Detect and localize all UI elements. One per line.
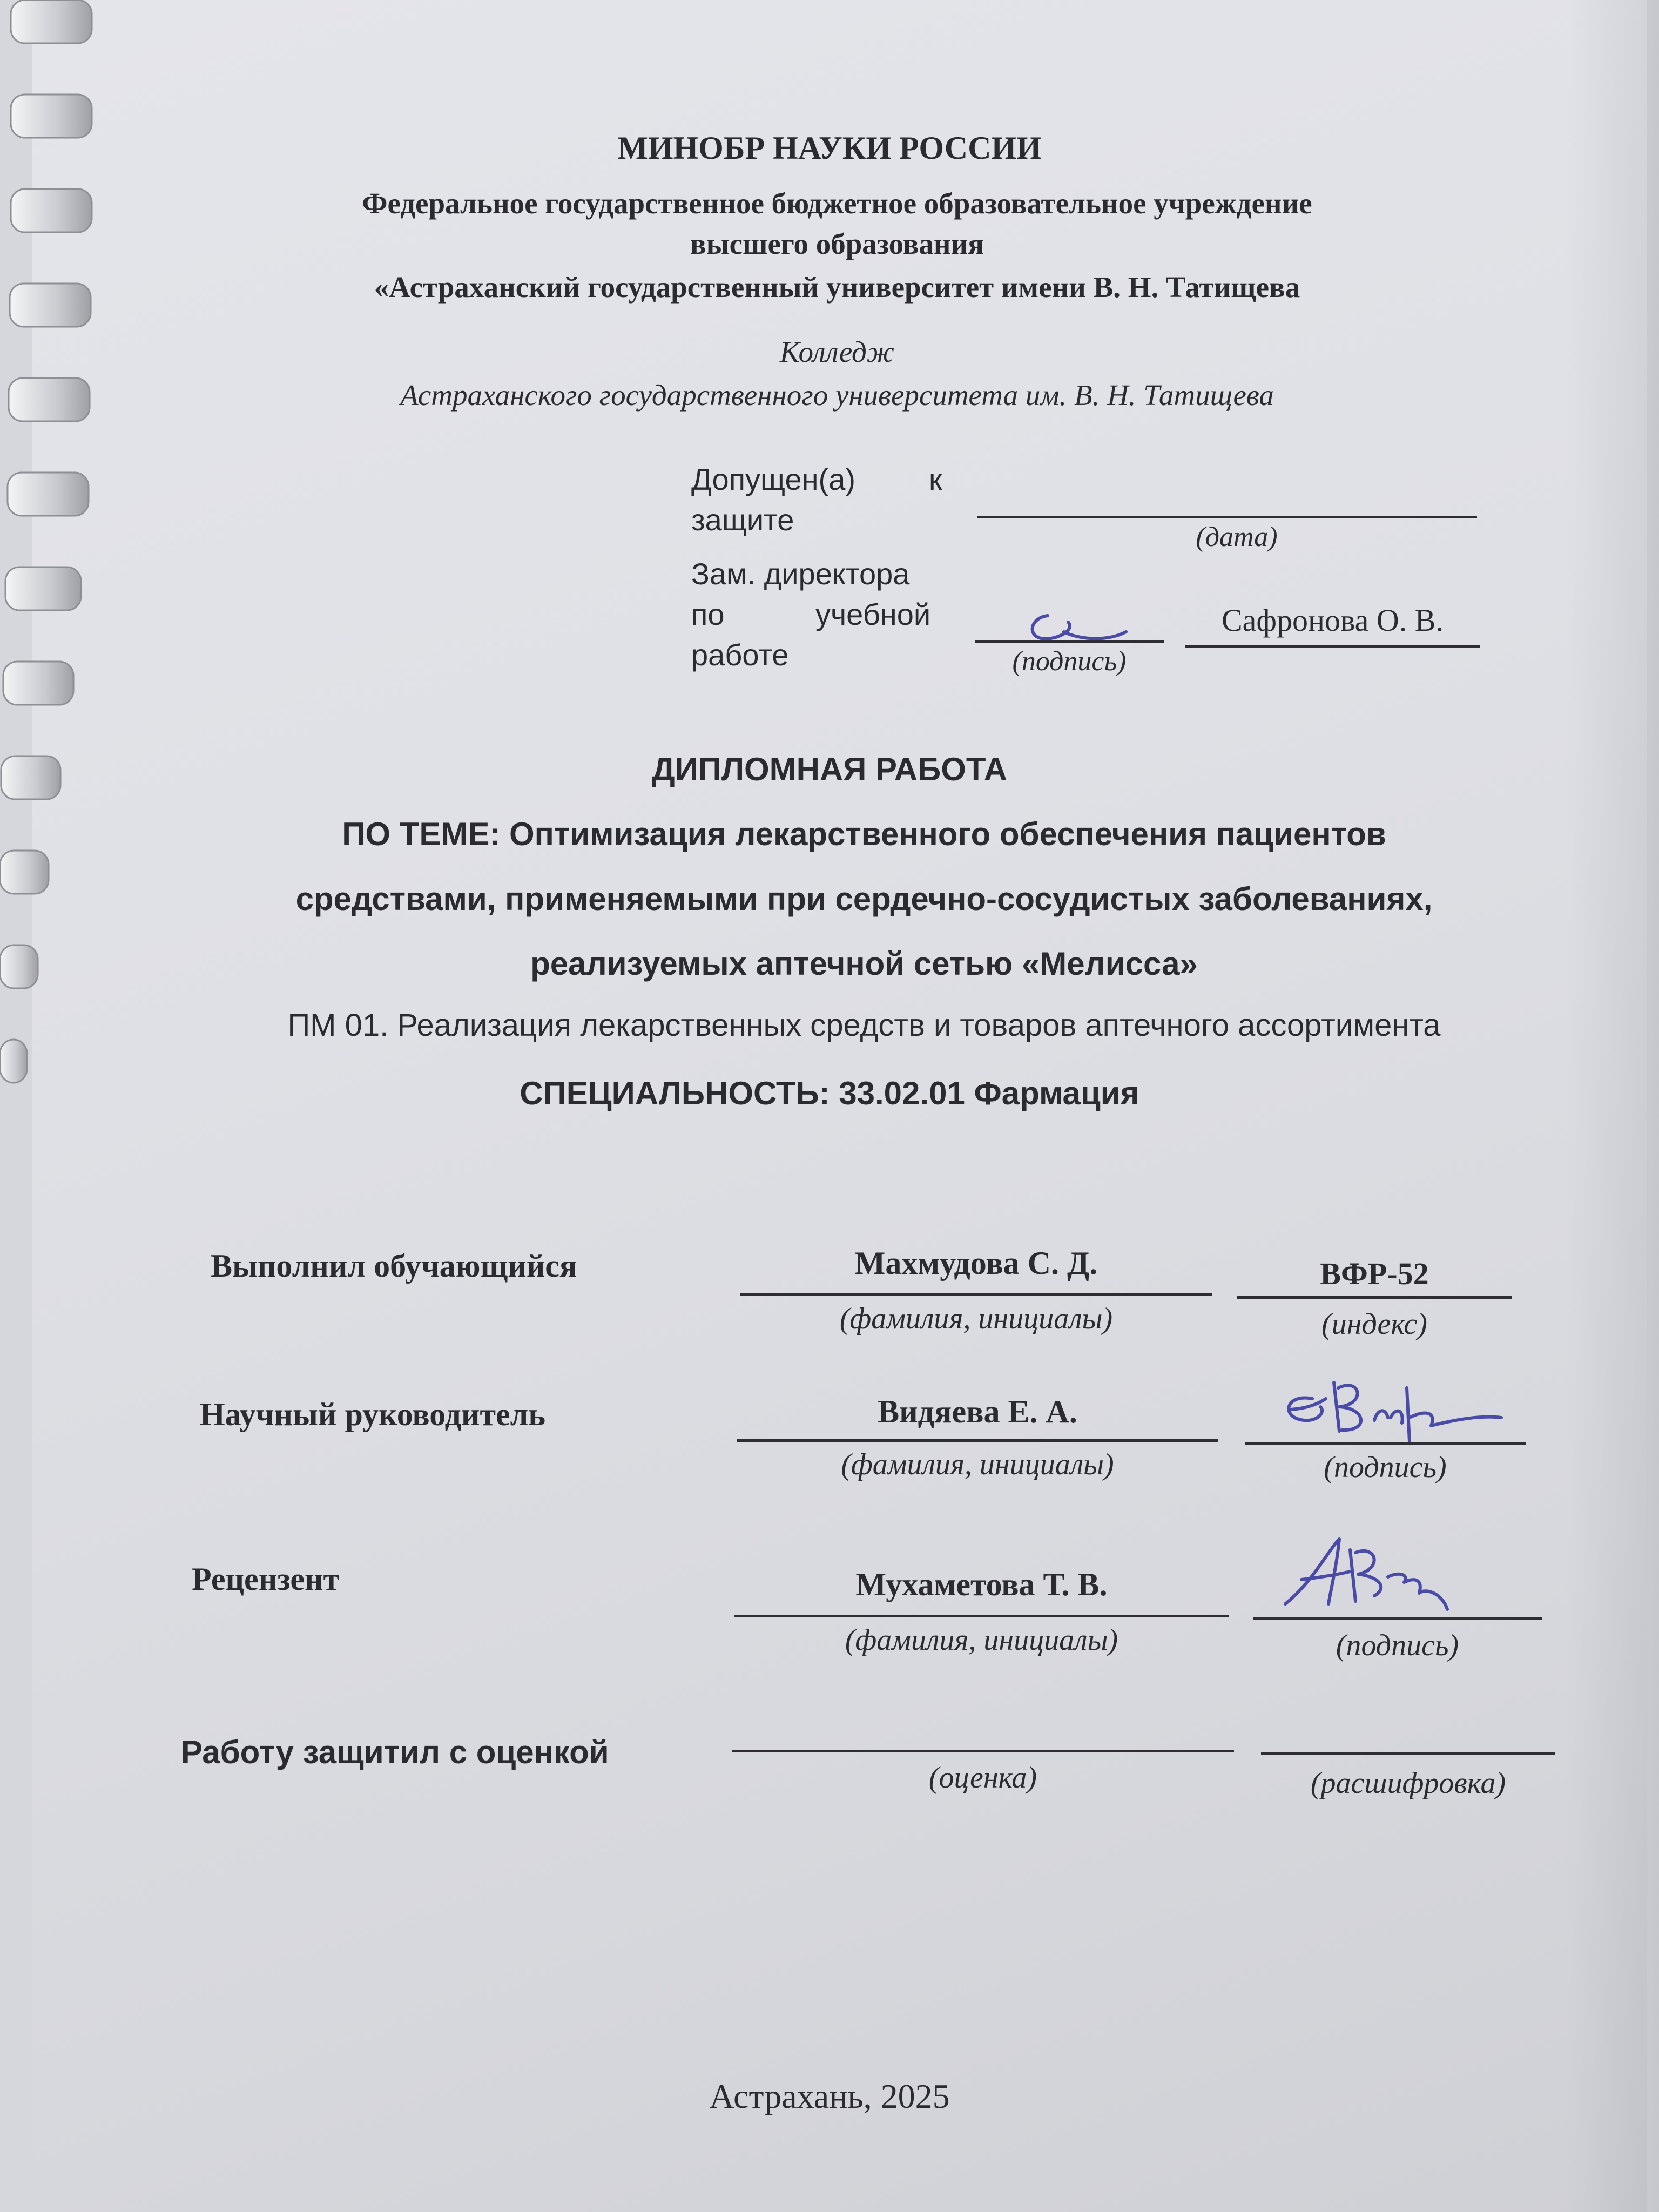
grade-line xyxy=(732,1750,1234,1752)
deputy-label-line3: работе xyxy=(691,638,789,672)
professional-module: ПМ 01. Реализация лекарственных средств и товаров аптечного ассортимента xyxy=(287,1008,1441,1043)
supervisor-name: Видяева Е. А. xyxy=(878,1394,1077,1429)
work-type-title: ДИПЛОМНАЯ РАБОТА xyxy=(651,751,1008,787)
student-name-caption: (фамилия, инициалы) xyxy=(839,1302,1113,1336)
deputy-label-po: по xyxy=(691,597,725,631)
defense-label: защите xyxy=(691,503,794,537)
reviewer-name-caption: (фамилия, инициалы) xyxy=(845,1623,1118,1657)
ministry-title: МИНОБР НАУКИ РОССИИ xyxy=(617,130,1042,166)
reviewer-name-line xyxy=(734,1615,1229,1617)
supervisor-signature-mark xyxy=(1274,1366,1512,1447)
college-line1: Колледж xyxy=(780,335,894,368)
reviewer-label: Рецензент xyxy=(192,1561,340,1597)
reviewer-signature-mark xyxy=(1280,1528,1464,1615)
topic-line3: реализуемых аптечной сетью «Мелисса» xyxy=(530,946,1198,982)
admitted-k-label: к xyxy=(929,462,942,496)
grade-decode-line xyxy=(1261,1752,1555,1755)
date-line xyxy=(977,516,1477,518)
reviewer-signature-caption: (подпись) xyxy=(1336,1629,1459,1662)
deputy-label-study: учебной xyxy=(815,597,931,631)
deputy-name-line xyxy=(1185,645,1480,648)
grade-decode-caption: (расшифровка) xyxy=(1310,1766,1506,1800)
reviewer-name: Мухаметова Т. В. xyxy=(855,1567,1108,1602)
grade-caption: (оценка) xyxy=(928,1761,1037,1795)
city-year: Астрахань, 2025 xyxy=(709,2077,950,2115)
supervisor-name-caption: (фамилия, инициалы) xyxy=(841,1448,1114,1481)
student-group-line xyxy=(1237,1296,1512,1299)
supervisor-signature-line xyxy=(1245,1442,1526,1445)
student-name: Махмудова С. Д. xyxy=(854,1245,1098,1281)
college-line2: Астраханского государственного университета им. В. Н. Татищева xyxy=(400,379,1274,412)
topic-line1: ПО ТЕМЕ: Оптимизация лекарственного обеспечения пациентов xyxy=(342,816,1386,852)
institution-name-line2: высшего образования xyxy=(690,227,984,260)
institution-name-line1: Федеральное государственное бюджетное образовательное учреждение xyxy=(362,187,1312,220)
specialty: СПЕЦИАЛЬНОСТЬ: 33.02.01 Фармация xyxy=(520,1075,1139,1111)
topic-line2: средствами, применяемыми при сердечно-сосудистых заболеваниях, xyxy=(295,881,1433,917)
institution-name-line3: «Астраханский государственный университет имени В. Н. Татищева xyxy=(374,271,1300,304)
supervisor-signature-caption: (подпись) xyxy=(1324,1451,1447,1484)
admitted-label: Допущен(а) xyxy=(691,462,855,496)
deputy-signature-mark xyxy=(1004,594,1129,648)
deputy-signature-caption: (подпись) xyxy=(1012,646,1127,677)
date-caption: (дата) xyxy=(1196,522,1278,552)
supervisor-label: Научный руководитель xyxy=(200,1397,545,1432)
deputy-name: Сафронова О. В. xyxy=(1222,603,1444,638)
deputy-label-line1: Зам. директора xyxy=(691,557,910,591)
reviewer-signature-line xyxy=(1253,1617,1542,1620)
student-group: ВФР-52 xyxy=(1320,1256,1429,1291)
grade-label: Работу защитил с оценкой xyxy=(181,1734,609,1770)
student-index-caption: (индекс) xyxy=(1321,1307,1427,1341)
student-name-line xyxy=(740,1293,1212,1296)
supervisor-name-line xyxy=(737,1439,1218,1442)
student-label: Выполнил обучающийся xyxy=(211,1248,577,1284)
